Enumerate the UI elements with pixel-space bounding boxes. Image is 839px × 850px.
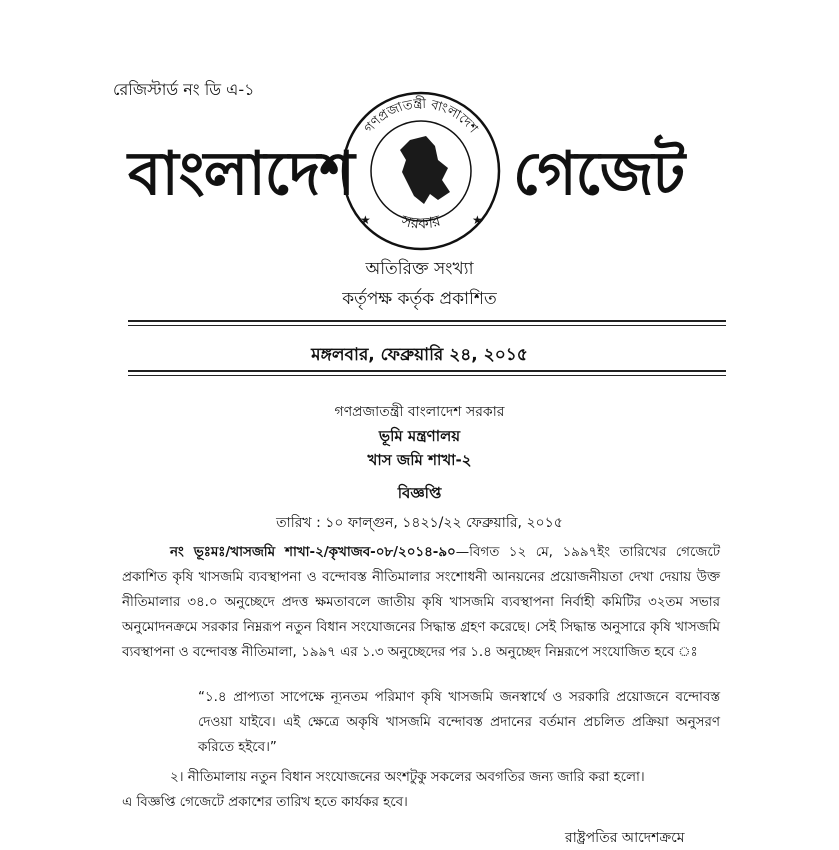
- paragraph-1: [122, 540, 720, 665]
- star-icon: ★: [360, 213, 371, 227]
- extraordinary-issue: অতিরিক্ত সংখ্যা: [365, 259, 474, 279]
- signature-line: রাষ্ট্রপতির আদেশক্রমে: [565, 830, 685, 846]
- notice-date: তারিখ : ১০ ফাল্গুন, ১৪২১/২২ ফেব্রুয়ারি, ২০১৫: [276, 515, 563, 531]
- gazette-title-left: বাংলাদেশ: [128, 139, 354, 209]
- emblem-bottom-text: সরকার: [399, 211, 443, 233]
- emblem-top-text: গণপ্রজাতন্ত্রী বাংলাদেশ: [361, 96, 481, 137]
- branch-name: খাস জমি শাখা-২: [367, 451, 472, 469]
- paragraph-2-line-2: এ বিজ্ঞপ্তি গেজেটে প্রকাশের তারিখ হতে কার্যকর হবে।: [122, 795, 408, 810]
- ministry-name: ভূমি মন্ত্রণালয়: [378, 427, 461, 445]
- paragraph-1-text: —বিগত ১২ মে, ১৯৯৭ইং তারিখের গেজেটে প্রকাশিত কৃষি খাসজমি ব্যবস্থাপনা ও বন্দোবস্ত নীতিমালার সংশোধনী আনয়নের প্রয়োজনীয়তা দেখা দেয়ায় উক্ত নীতিমালার ৩৪.০ অনুচ্ছেদে প্রদত্ত ক্ষমতাবলে জাতীয় কৃষি খাসজমি ব্যবস্থাপনা নির্বাহী কমিটির ৩২তম সভার অনুমোদনক্রমে সরকার নিম্নরূপ নতুন বিধান সংযোজনের সিদ্ধান্ত গ্রহণ করেছে। সেই সিদ্ধান্ত অনুসারে কৃষি খাসজমি ব্যবস্থাপনা ও বন্দোবস্ত নীতিমালা, ১৯৯৭ এর ১.৩ অনুচ্ছেদের পর ১.৪ অনুচ্ছেদ নিম্নরূপে সংযোজিত হবে ঃ: [122, 545, 720, 660]
- divider-top-thin: [128, 325, 726, 326]
- government-name: গণপ্রজাতন্ত্রী বাংলাদেশ সরকার: [334, 404, 505, 420]
- government-emblem: [338, 88, 504, 254]
- divider-top: [128, 320, 726, 322]
- divider-bottom: [128, 370, 726, 372]
- published-by-authority: কর্তৃপক্ষ কর্তৃক প্রকাশিত: [342, 289, 497, 309]
- notice-heading: বিজ্ঞপ্তি: [397, 484, 442, 502]
- registration-number: রেজিস্টার্ড নং ডি এ-১: [113, 80, 255, 99]
- publication-date: মঙ্গলবার, ফেব্রুয়ারি ২৪, ২০১৫: [311, 345, 528, 365]
- star-icon: ★: [472, 213, 483, 227]
- memo-number: নং ভূঃমঃ/খাসজমি শাখা-২/কৃখাজব-০৮/২০১৪-৯০: [170, 545, 456, 560]
- bangladesh-map-icon: [400, 136, 450, 204]
- amendment-quote: “১.৪ প্রাপ্যতা সাপেক্ষে ন্যূনতম পরিমাণ কৃষি খাসজমি জনস্বার্থে ও সরকারি প্রয়োজনে বন্দোবস্ত দেওয়া যাইবে। এই ক্ষেত্রে অকৃষি খাসজমি বন্দোবস্ত প্রদানের বর্তমান প্রচলিত প্রক্রিয়া অনুসরণ করিতে হইবে।”: [198, 690, 720, 755]
- gazette-title-right: গেজেট: [513, 139, 685, 209]
- divider-bottom-thin: [128, 375, 726, 376]
- paragraph-2-line-1: ২। নীতিমালায় নতুন বিধান সংযোজনের অংশটুকু সকলের অবগতির জন্য জারি করা হলো।: [170, 770, 645, 785]
- paragraph-2: [122, 765, 732, 815]
